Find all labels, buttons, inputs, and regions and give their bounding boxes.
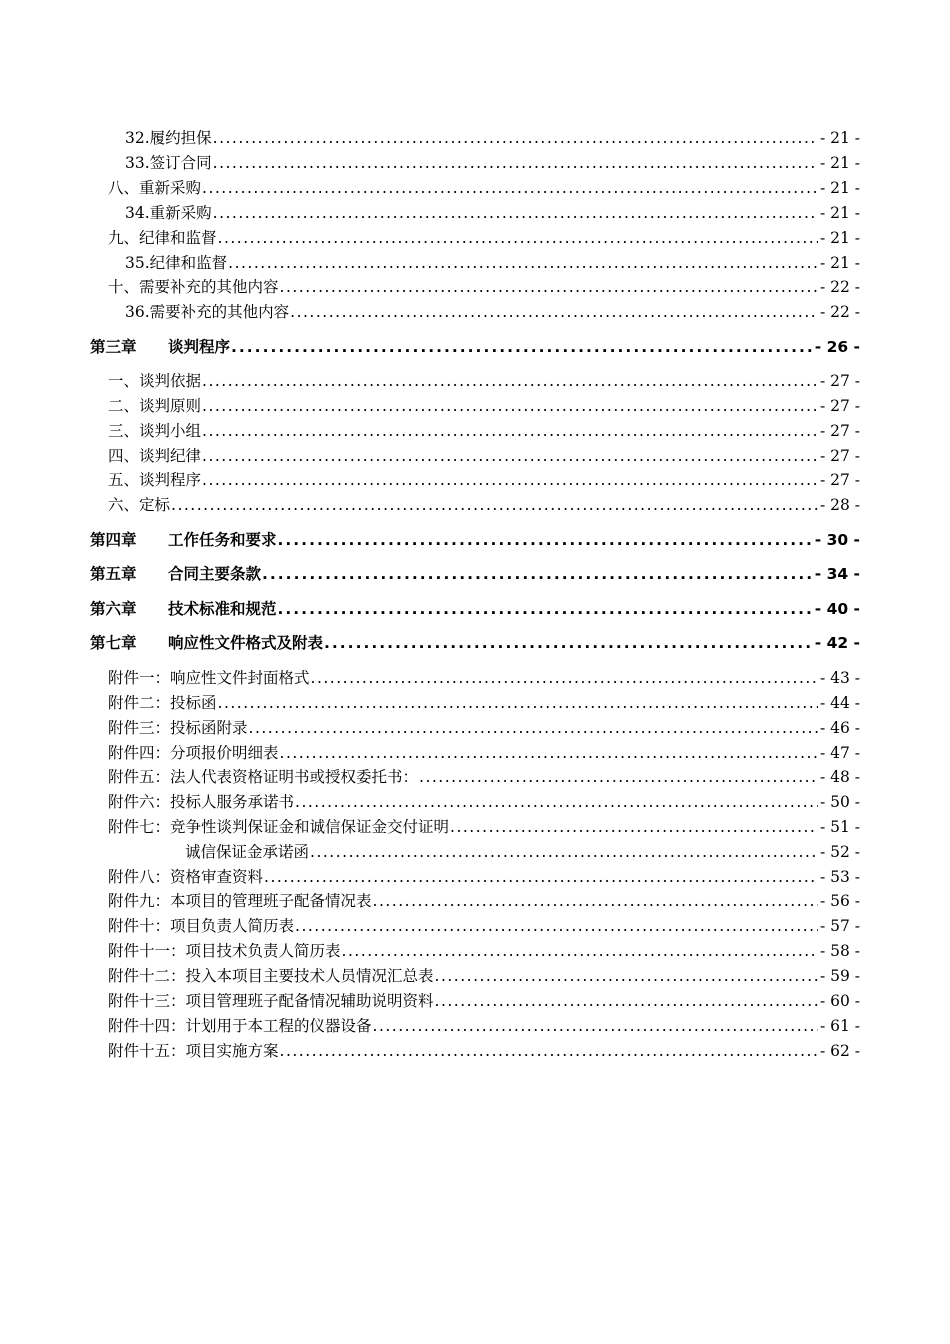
toc-entry-title: 附件三：投标函附录 (108, 719, 248, 737)
toc-chapter-title: 合同主要条款 (168, 565, 262, 583)
dot-leader (201, 178, 818, 198)
toc-entry[interactable] (0, 371, 860, 391)
toc-entry-title: 二、谈判原则 (108, 397, 202, 415)
toc-entry-page: - 21 - (819, 129, 860, 147)
dot-leader (217, 693, 818, 713)
dot-leader (418, 767, 818, 787)
toc-entry-title: 附件四：分项报价明细表 (108, 744, 279, 762)
toc-entry[interactable] (0, 228, 860, 248)
toc-entry[interactable] (0, 916, 860, 936)
toc-entry[interactable] (0, 941, 860, 961)
dot-leader (212, 153, 818, 173)
toc-chapter[interactable] (0, 337, 860, 357)
toc-entry-title: 附件五：法人代表资格证明书或授权委托书： (108, 768, 419, 786)
toc-entry-page: - 62 - (819, 1042, 860, 1060)
toc-entry-title: 八、重新采购 (108, 179, 202, 197)
dot-leader (279, 1041, 818, 1061)
toc-entry-title: 三、谈判小组 (108, 422, 202, 440)
toc-entry-page: - 21 - (819, 154, 860, 172)
toc-entry-page: - 21 - (819, 204, 860, 222)
toc-chapter-page: - 30 - (814, 531, 860, 549)
toc-entry-title: 五、谈判程序 (108, 471, 202, 489)
dot-leader (434, 966, 818, 986)
toc-entry[interactable] (0, 396, 860, 416)
dot-leader (201, 421, 818, 441)
dot-leader (277, 530, 813, 550)
toc-entry-page: - 50 - (819, 793, 860, 811)
toc-entry-title: 34.重新采购 (125, 204, 212, 222)
toc-chapter-title: 响应性文件格式及附表 (168, 634, 324, 652)
toc-chapter-heading (90, 633, 323, 653)
toc-entry[interactable] (0, 842, 860, 862)
toc-entry[interactable] (0, 693, 860, 713)
toc-chapter-title: 工作任务和要求 (168, 531, 277, 549)
dot-leader (372, 891, 818, 911)
dot-leader (434, 991, 818, 1011)
toc-chapter[interactable] (0, 530, 860, 550)
toc-entry[interactable] (0, 718, 860, 738)
toc-entry[interactable] (0, 470, 860, 490)
toc-entry-title: 诚信保证金承诺函 (185, 843, 310, 861)
toc-chapter[interactable] (0, 599, 860, 619)
toc-chapter-number: 第七章 (90, 634, 137, 652)
dot-leader (201, 396, 818, 416)
toc-chapter-page: - 42 - (814, 634, 860, 652)
dot-leader (294, 916, 818, 936)
dot-leader (279, 743, 818, 763)
toc-entry-page: - 22 - (819, 303, 860, 321)
toc-entry-title: 36.需要补充的其他内容 (125, 303, 290, 321)
dot-leader (201, 470, 818, 490)
toc-entry-page: - 27 - (819, 447, 860, 465)
toc-chapter-page: - 26 - (814, 338, 860, 356)
dot-leader (279, 277, 818, 297)
toc-entry-page: - 56 - (819, 892, 860, 910)
toc-entry-title: 一、谈判依据 (108, 372, 202, 390)
dot-leader (310, 668, 818, 688)
toc-chapter-heading (90, 564, 261, 584)
toc-entry-title: 附件十二：投入本项目主要技术人员情况汇总表 (108, 967, 434, 985)
toc-entry-page: - 48 - (819, 768, 860, 786)
toc-entry-page: - 21 - (819, 229, 860, 247)
toc-entry[interactable] (0, 446, 860, 466)
dot-leader (227, 253, 818, 273)
toc-chapter-number: 第三章 (90, 338, 137, 356)
toc-entry-title: 附件六：投标人服务承诺书 (108, 793, 295, 811)
toc-entry[interactable] (0, 817, 860, 837)
toc-entry-page: - 47 - (819, 744, 860, 762)
dot-leader (294, 792, 818, 812)
toc-entry-page: - 28 - (819, 496, 860, 514)
toc-chapter-heading (90, 530, 277, 550)
toc-entry-page: - 46 - (819, 719, 860, 737)
toc-entry[interactable] (0, 178, 860, 198)
toc-entry-title: 35.纪律和监督 (125, 254, 228, 272)
toc-entry-page: - 60 - (819, 992, 860, 1010)
toc-entry-page: - 22 - (819, 278, 860, 296)
dot-leader (212, 128, 818, 148)
toc-entry[interactable] (0, 153, 860, 173)
toc-entry-page: - 43 - (819, 669, 860, 687)
toc-entry-page: - 53 - (819, 868, 860, 886)
dot-leader (449, 817, 818, 837)
toc-entry[interactable] (0, 1016, 860, 1036)
toc-entry-page: - 44 - (819, 694, 860, 712)
toc-entry[interactable] (0, 867, 860, 887)
toc-entry-title: 四、谈判纪律 (108, 447, 202, 465)
toc-chapter-heading (90, 599, 277, 619)
toc-entry[interactable] (0, 302, 860, 322)
toc-entry-title: 附件九：本项目的管理班子配备情况表 (108, 892, 372, 910)
toc-entry[interactable] (0, 891, 860, 911)
toc-entry-title: 九、纪律和监督 (108, 229, 217, 247)
toc-entry[interactable] (0, 966, 860, 986)
toc-entry-page: - 27 - (819, 471, 860, 489)
toc-entry-title: 附件七：竞争性谈判保证金和诚信保证金交付证明 (108, 818, 450, 836)
toc-entry-title: 附件八：资格审查资料 (108, 868, 264, 886)
toc-entry-page: - 51 - (819, 818, 860, 836)
toc-entry-page: - 58 - (819, 942, 860, 960)
toc-entry-title: 附件十：项目负责人简历表 (108, 917, 295, 935)
toc-entry-title: 六、定标 (108, 496, 171, 514)
dot-leader (341, 941, 818, 961)
dot-leader (263, 867, 818, 887)
toc-chapter-page: - 34 - (814, 565, 860, 583)
toc-entry-page: - 27 - (819, 372, 860, 390)
toc-entry-page: - 52 - (819, 843, 860, 861)
toc-entry[interactable] (0, 792, 860, 812)
toc-entry-page: - 27 - (819, 397, 860, 415)
dot-leader (372, 1016, 818, 1036)
dot-leader (201, 371, 818, 391)
dot-leader (261, 564, 813, 584)
toc-entry[interactable] (0, 991, 860, 1011)
toc-entry[interactable] (0, 743, 860, 763)
toc-chapter-number: 第五章 (90, 565, 137, 583)
toc-chapter[interactable] (0, 633, 860, 653)
dot-leader (309, 842, 818, 862)
toc-entry[interactable] (0, 668, 860, 688)
dot-leader (277, 599, 813, 619)
toc-entry-title: 32.履约担保 (125, 129, 212, 147)
dot-leader (217, 228, 818, 248)
toc-entry-title: 附件一：响应性文件封面格式 (108, 669, 310, 687)
toc-entry-title: 附件二：投标函 (108, 694, 217, 712)
dot-leader (248, 718, 818, 738)
toc-entry[interactable] (0, 421, 860, 441)
toc-entry-page: - 27 - (819, 422, 860, 440)
toc-entry[interactable] (0, 253, 860, 273)
toc-chapter[interactable] (0, 564, 860, 584)
toc-chapter-title: 谈判程序 (168, 338, 231, 356)
toc-chapter-number: 第四章 (90, 531, 137, 549)
toc-entry-title: 十、需要补充的其他内容 (108, 278, 279, 296)
toc-entry-title: 附件十五：项目实施方案 (108, 1042, 279, 1060)
toc-entry[interactable] (0, 1041, 860, 1061)
toc-entry-page: - 21 - (819, 179, 860, 197)
toc-entry[interactable] (0, 203, 860, 223)
dot-leader (212, 203, 818, 223)
toc-chapter-title: 技术标准和规范 (168, 600, 277, 618)
toc-entry[interactable] (0, 277, 860, 297)
toc-entry[interactable] (0, 767, 860, 787)
toc-entry-page: - 21 - (819, 254, 860, 272)
dot-leader (323, 633, 813, 653)
toc-chapter-page: - 40 - (814, 600, 860, 618)
dot-leader (170, 495, 818, 515)
toc-entry-page: - 61 - (819, 1017, 860, 1035)
toc-entry-title: 附件十四：计划用于本工程的仪器设备 (108, 1017, 372, 1035)
dot-leader (201, 446, 818, 466)
toc-entry[interactable] (0, 128, 860, 148)
toc-chapter-number: 第六章 (90, 600, 137, 618)
toc-entry-title: 附件十三：项目管理班子配备情况辅助说明资料 (108, 992, 434, 1010)
toc-entry[interactable] (0, 495, 860, 515)
toc-entry-page: - 57 - (819, 917, 860, 935)
dot-leader (289, 302, 818, 322)
toc-entry-page: - 59 - (819, 967, 860, 985)
toc-chapter-heading (90, 337, 230, 357)
toc-entry-title-wrap (108, 842, 309, 862)
dot-leader (230, 337, 813, 357)
toc-entry-title: 附件十一：项目技术负责人简历表 (108, 942, 341, 960)
toc-entry-title: 33.签订合同 (125, 154, 212, 172)
